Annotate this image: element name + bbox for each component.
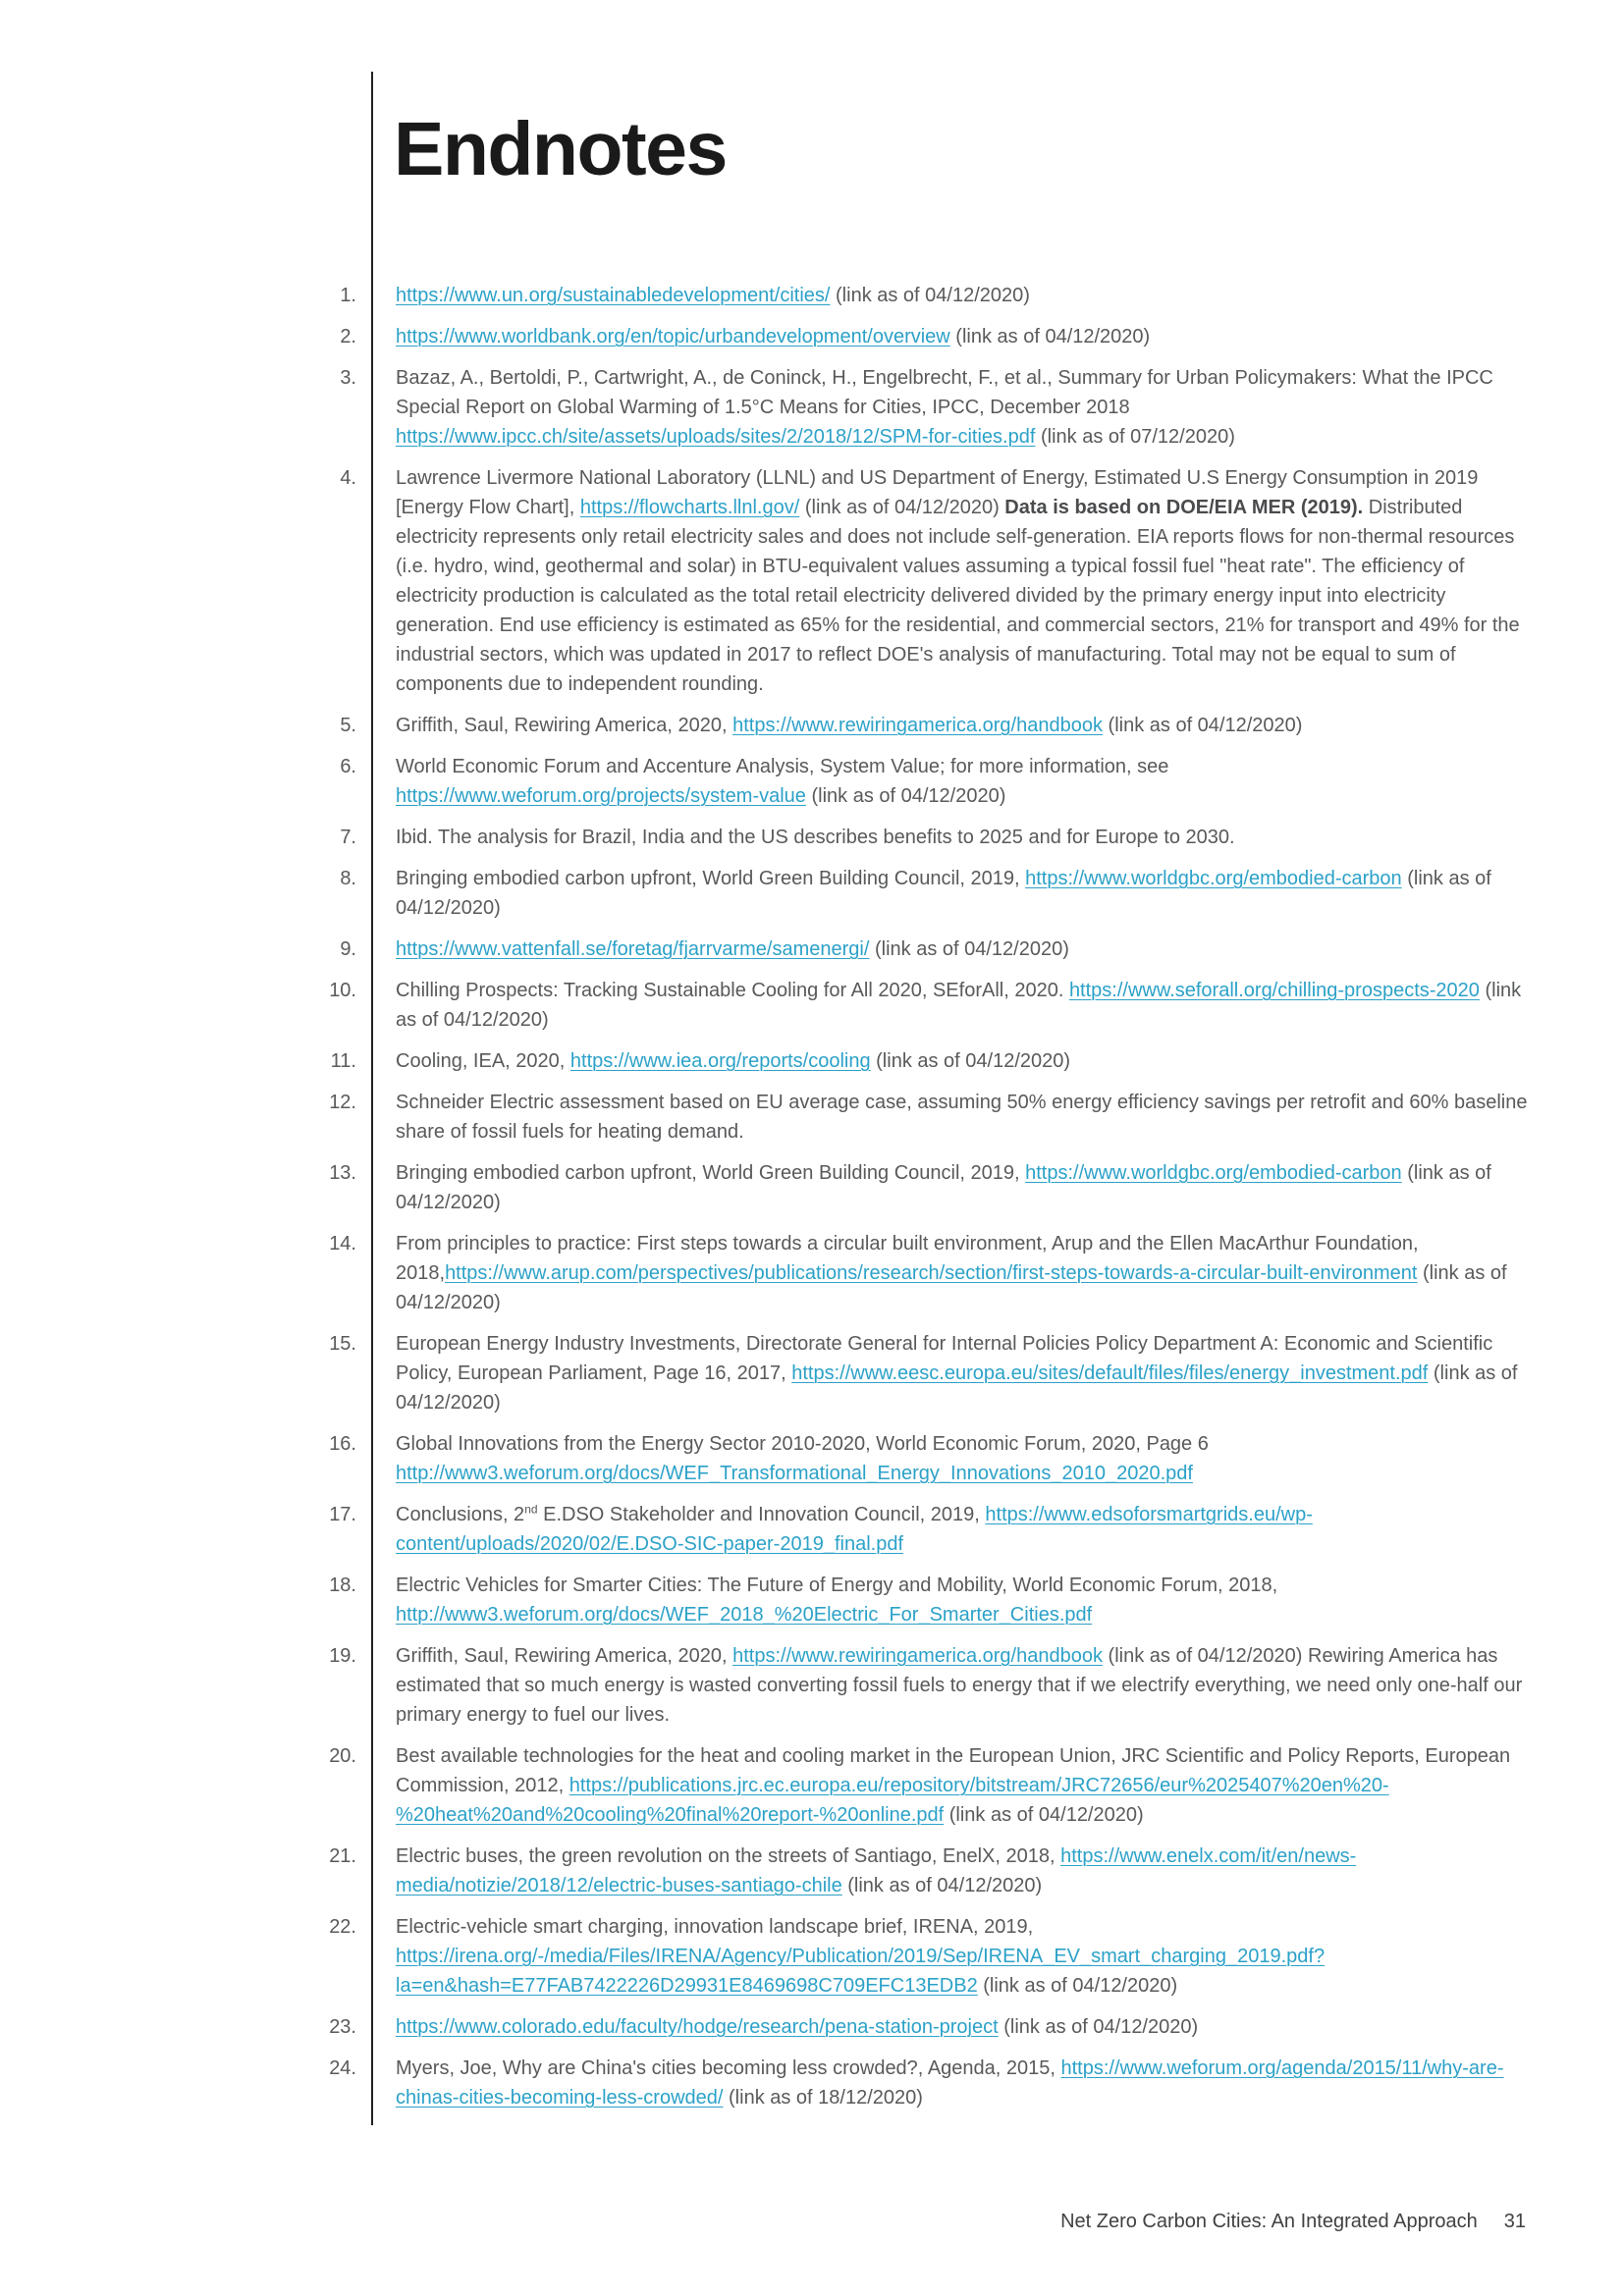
endnote-item <box>0 2054 1624 2112</box>
endnote-text-segment: Bazaz, A., Bertoldi, P., Cartwright, A., de Coninck, H., Engelbrecht, F., et al., Summary for Urban Policymakers: What the IPCC Special Report on Global Warming of 1.5°C Means for Cities, IPCC, December 2018 <box>396 367 1493 418</box>
endnote-text-segment: (link as of 04/12/2020) <box>841 1875 1043 1896</box>
endnote-link[interactable]: https://www.iea.org/reports/cooling <box>569 1050 871 1072</box>
endnote-text-segment: European Energy Industry Investments, Directorate General for Internal Policies Policy Department A: Economic and Scientific Policy, European Parliament, Page 16, 2017, <box>396 1333 1493 1384</box>
endnote-number: 13. <box>329 1162 356 1184</box>
endnote-text-segment: Electric-vehicle smart charging, innovation landscape brief, IRENA, 2019, <box>396 1916 1034 1938</box>
endnote-link[interactable]: https://www.edsoforsmartgrids.eu/wp-content/uploads/2020/02/E.DSO-SIC-paper-2019_final.pdf <box>396 1504 1313 1555</box>
endnote-text-segment: (link as of 18/12/2020) <box>723 2087 923 2109</box>
endnote-number: 18. <box>329 1575 356 1596</box>
endnote-item <box>0 752 1624 811</box>
endnote-text <box>396 1088 1535 1147</box>
endnote-text <box>396 1641 1535 1730</box>
endnote-bold-text: Data is based on DOE/EIA MER (2019). <box>1004 497 1364 518</box>
endnote-number: 5. <box>340 715 356 736</box>
endnote-item <box>0 1500 1624 1559</box>
endnote-link[interactable]: https://www.arup.com/perspectives/publications/research/section/first-steps-towards-a-circular-built-environment <box>445 1262 1418 1284</box>
endnote-link[interactable]: https://www.weforum.org/agenda/2015/11/why-are-chinas-cities-becoming-less-crowded/ <box>396 2057 1504 2109</box>
endnote-text-segment: Bringing embodied carbon upfront, World Green Building Council, 2019, <box>396 1162 1026 1184</box>
endnote-text-segment: (link as of 04/12/2020) Rewiring America has estimated that so much energy is wasted converting fossil fuels to energy that if we electrify everything, we need only one-half our primary energy to fuel our lives. <box>396 1645 1523 1726</box>
endnote-link[interactable]: https://www.colorado.edu/faculty/hodge/research/pena-station-project <box>396 2016 999 2038</box>
endnote-text <box>396 1741 1535 1830</box>
endnote-number: 3. <box>340 367 356 389</box>
endnote-item <box>0 1229 1624 1317</box>
endnote-link[interactable]: https://www.vattenfall.se/foretag/fjarrvarme/samenergi/ <box>396 938 870 960</box>
endnote-item <box>0 2012 1624 2042</box>
endnote-text-segment: (link as of 04/12/2020) <box>1102 715 1303 736</box>
endnote-text <box>396 1158 1535 1217</box>
endnote-text-segment: (link as of 04/12/2020) <box>870 1050 1071 1072</box>
endnote-number: 22. <box>329 1916 356 1938</box>
endnote-text-segment: Lawrence Livermore National Laboratory (LLNL) and US Department of Energy, Estimated U.S Energy Consumption in 2019 [Energy Flow Chart], <box>396 467 1479 518</box>
endnote-number: 7. <box>340 827 356 848</box>
endnote-text-segment: (link as of 04/12/2020) <box>944 1804 1144 1826</box>
endnote-text <box>396 1429 1535 1488</box>
endnote-link[interactable]: http://www3.weforum.org/docs/WEF_Transformational_Energy_Innovations_2010_2020.pdf <box>396 1463 1193 1484</box>
endnote-number: 8. <box>340 868 356 889</box>
endnote-text-segment: (link as of 04/12/2020) <box>799 497 1005 518</box>
endnote-text <box>396 281 1535 310</box>
endnote-text <box>396 934 1535 964</box>
endnote-item <box>0 1158 1624 1217</box>
endnote-text-segment: Schneider Electric assessment based on EU average case, assuming 50% energy efficiency savings per retrofit and 60% baseline share of fossil fuels for heating demand. <box>396 1092 1528 1143</box>
endnote-link[interactable]: https://www.seforall.org/chilling-prospects-2020 <box>1068 980 1480 1001</box>
endnote-link[interactable]: http://www3.weforum.org/docs/WEF_2018_%20Electric_For_Smarter_Cities.pdf <box>396 1604 1093 1626</box>
endnote-text <box>396 322 1535 351</box>
endnote-number: 6. <box>340 756 356 777</box>
page-number: 31 <box>1503 2211 1526 2232</box>
endnote-text-segment: Conclusions, 2 <box>396 1504 525 1525</box>
endnote-text <box>396 1571 1535 1629</box>
endnote-number: 19. <box>329 1645 356 1667</box>
endnote-text-segment: (link as of 04/12/2020) <box>869 938 1069 960</box>
endnote-link[interactable]: https://flowcharts.llnl.gov/ <box>579 497 800 518</box>
endnote-item <box>0 1329 1624 1417</box>
endnote-link[interactable]: https://www.un.org/sustainabledevelopment/cities/ <box>396 285 831 306</box>
endnote-text <box>396 976 1535 1035</box>
endnote-text-segment: World Economic Forum and Accenture Analysis, System Value; for more information, see <box>396 756 1169 777</box>
endnote-text-segment: Griffith, Saul, Rewiring America, 2020, <box>396 715 733 736</box>
endnote-item <box>0 1046 1624 1076</box>
endnote-text-segment: (link as of 04/12/2020) <box>830 285 1030 306</box>
endnote-number: 11. <box>330 1050 356 1072</box>
endnote-link[interactable]: https://publications.jrc.ec.europa.eu/repository/bitstream/JRC72656/eur%2025407%20en%20-%20heat%20and%20cooling%20final%20report-%20online.pdf <box>396 1775 1389 1826</box>
endnote-text <box>396 1046 1535 1076</box>
endnote-text-segment: (link as of 04/12/2020) <box>977 1975 1178 1997</box>
endnote-link[interactable]: https://irena.org/-/media/Files/IRENA/Agency/Publication/2019/Sep/IRENA_EV_smart_charging_2019.pdf?la=en&hash=E77FAB7422226D29931E8469698C709EFC13EDB2 <box>396 1946 1326 1997</box>
endnote-item <box>0 934 1624 964</box>
page-title: Endnotes <box>394 106 727 191</box>
endnote-text <box>396 2054 1535 2112</box>
endnote-text-segment: (link as of 04/12/2020) <box>396 1262 1507 1313</box>
endnote-text-segment: (link as of 04/12/2020) <box>949 326 1151 347</box>
endnote-item <box>0 281 1624 310</box>
endnote-text-segment: Cooling, IEA, 2020, <box>396 1050 570 1072</box>
endnote-number: 14. <box>329 1233 356 1255</box>
endnote-text-segment: Best available technologies for the heat and cooling market in the European Union, JRC Scientific and Policy Reports, European Commission, 2012, <box>396 1745 1511 1796</box>
endnote-text <box>396 2012 1535 2042</box>
endnote-item <box>0 1429 1624 1488</box>
endnote-item <box>0 322 1624 351</box>
endnote-link[interactable]: https://www.rewiringamerica.org/handbook <box>732 715 1103 736</box>
endnote-link[interactable]: https://www.ipcc.ch/site/assets/uploads/sites/2/2018/12/SPM-for-cities.pdf <box>396 426 1036 448</box>
endnote-number: 9. <box>340 938 356 960</box>
page-footer <box>1060 2210 1526 2233</box>
endnote-text-segment: Electric Vehicles for Smarter Cities: The Future of Energy and Mobility, World Economic Forum, 2018, <box>396 1575 1278 1596</box>
footer-report-title: Net Zero Carbon Cities: An Integrated Approach <box>1060 2211 1478 2232</box>
endnote-text <box>396 1912 1535 2001</box>
endnote-text <box>396 463 1535 699</box>
endnote-number: 16. <box>329 1433 356 1455</box>
endnote-item <box>0 1641 1624 1730</box>
endnote-item <box>0 976 1624 1035</box>
endnote-text-segment: (link as of 04/12/2020) <box>396 980 1522 1031</box>
endnote-text-segment: E.DSO Stakeholder and Innovation Council, 2019, <box>537 1504 986 1525</box>
endnote-number: 17. <box>329 1504 356 1525</box>
endnote-link[interactable]: https://www.worldbank.org/en/topic/urbandevelopment/overview <box>396 326 950 347</box>
superscript-text: nd <box>524 1502 538 1517</box>
endnote-text-segment: Distributed electricity represents only retail electricity sales and does not include self-generation. EIA reports flows for non-thermal resources (i.e. hydro, wind, geothermal and solar) in BTU-equivalent values assuming a typical fossil fuel "heat rate". The efficiency of electricity production is calculated as the total retail electricity delivered divided by the primary energy input into electricity generation. End use efficiency is estimated as 65% for the residential, and commercial sectors, 21% for transport and 49% for the industrial sectors, which was updated in 2017 to reflect DOE's analysis of manufacturing. Total may not be equal to sum of components due to independent rounding. <box>396 497 1520 695</box>
endnote-item <box>0 864 1624 923</box>
endnote-link[interactable]: https://www.rewiringamerica.org/handbook <box>732 1645 1103 1667</box>
endnote-text-segment: (link as of 04/12/2020) <box>998 2016 1199 2038</box>
endnote-item <box>0 711 1624 740</box>
endnote-text-segment: (link as of 04/12/2020) <box>396 868 1491 919</box>
endnote-link[interactable]: https://www.enelx.com/it/en/news-media/notizie/2018/12/electric-buses-santiago-chile <box>396 1845 1357 1896</box>
endnote-text-segment: Electric buses, the green revolution on the streets of Santiago, EnelX, 2018, <box>396 1845 1061 1867</box>
endnote-text-segment: From principles to practice: First steps towards a circular built environment, Arup and the Ellen MacArthur Foundation, 2018, <box>396 1233 1419 1284</box>
endnote-link[interactable]: https://www.eesc.europa.eu/sites/default/files/files/energy_investment.pdf <box>791 1362 1429 1384</box>
endnote-text <box>396 1500 1535 1559</box>
endnote-item <box>0 1912 1624 2001</box>
endnote-text <box>396 752 1535 811</box>
endnote-text <box>396 363 1535 452</box>
endnote-text <box>396 1842 1535 1900</box>
endnote-number: 21. <box>329 1845 356 1867</box>
endnote-text-segment: Global Innovations from the Energy Sector 2010-2020, World Economic Forum, 2020, Page 6 <box>396 1433 1209 1455</box>
endnote-link[interactable]: https://www.worldgbc.org/embodied-carbon <box>1025 1162 1402 1184</box>
endnote-number: 4. <box>340 467 356 489</box>
endnote-text <box>396 823 1535 852</box>
endnote-link[interactable]: https://www.weforum.org/projects/system-value <box>396 785 806 807</box>
endnote-item <box>0 1088 1624 1147</box>
endnote-text-segment: Myers, Joe, Why are China's cities becoming less crowded?, Agenda, 2015, <box>396 2057 1061 2079</box>
endnote-text-segment: (link as of 04/12/2020) <box>805 785 1006 807</box>
endnote-number: 10. <box>329 980 356 1001</box>
endnote-number: 20. <box>329 1745 356 1767</box>
endnotes-list <box>0 281 1624 2124</box>
endnote-text-segment: Griffith, Saul, Rewiring America, 2020, <box>396 1645 733 1667</box>
endnote-text <box>396 1229 1535 1317</box>
endnote-text-segment: Ibid. The analysis for Brazil, India and the US describes benefits to 2025 and for Europe to 2030. <box>396 827 1235 848</box>
endnote-number: 2. <box>340 326 356 347</box>
endnote-text <box>396 864 1535 923</box>
endnote-text-segment: (link as of 04/12/2020) <box>396 1162 1491 1213</box>
endnote-item <box>0 1842 1624 1900</box>
endnote-text <box>396 1329 1535 1417</box>
endnote-item <box>0 823 1624 852</box>
endnote-text-segment: Bringing embodied carbon upfront, World Green Building Council, 2019, <box>396 868 1026 889</box>
endnote-item <box>0 1571 1624 1629</box>
endnote-text <box>396 711 1535 740</box>
endnote-link[interactable]: https://www.worldgbc.org/embodied-carbon <box>1025 868 1402 889</box>
endnote-number: 15. <box>329 1333 356 1355</box>
endnote-item <box>0 1741 1624 1830</box>
endnote-number: 23. <box>329 2016 356 2038</box>
endnote-number: 1. <box>340 285 356 306</box>
endnote-item <box>0 463 1624 699</box>
endnote-number: 12. <box>329 1092 356 1113</box>
endnote-number: 24. <box>329 2057 356 2079</box>
endnote-text-segment: (link as of 04/12/2020) <box>396 1362 1518 1414</box>
endnote-text-segment: (link as of 07/12/2020) <box>1035 426 1235 448</box>
endnote-item <box>0 363 1624 452</box>
endnote-text-segment: Chilling Prospects: Tracking Sustainable Cooling for All 2020, SEforAll, 2020. <box>396 980 1069 1001</box>
